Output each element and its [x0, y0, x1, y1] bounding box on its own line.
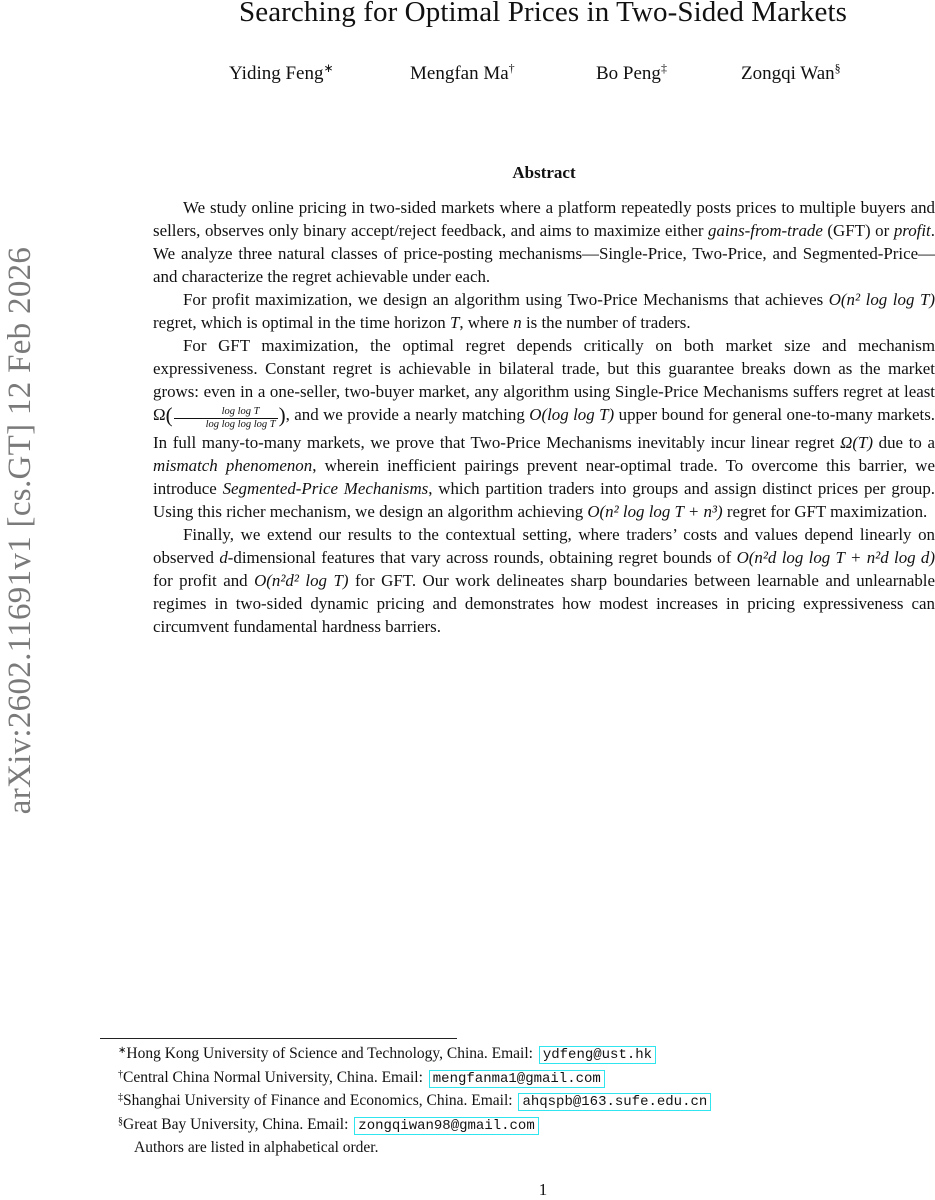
math-n: n [513, 313, 522, 332]
abstract-body [153, 196, 935, 638]
email-link-ma[interactable]: mengfanma1@gmail.com [429, 1070, 605, 1088]
author-ma [410, 60, 515, 88]
author-name: Zongqi Wan [741, 63, 835, 84]
gft-term: gains-from-trade [708, 221, 823, 240]
arxiv-stamp [0, 205, 42, 855]
email-link-peng[interactable]: ahqspb@163.sufe.edu.cn [518, 1093, 711, 1111]
segmented-term: Segmented-Price Mechanisms [222, 478, 429, 498]
math-profit-bound: O(n² log log T) [828, 290, 935, 309]
email-link-feng[interactable]: ydfeng@ust.hk [539, 1046, 656, 1064]
math-omega: Ω [153, 405, 166, 424]
fraction-denominator: log log log log T [205, 418, 276, 430]
author-mark: ∗ [323, 61, 334, 75]
author-order-note: Authors are listed in alphabetical order. [134, 1139, 379, 1156]
arxiv-identifier: arXiv:2602.11691v1 [cs.GT] 12 Feb 2026 [2, 246, 39, 814]
abstract-heading: Abstract [512, 163, 576, 182]
author-peng [596, 60, 667, 88]
footnote-peng: ‡Shanghai University of Finance and Economics, China. Email: ahqspb@163.sufe.edu.cn [118, 1090, 918, 1114]
fraction-numerator: log log T [174, 406, 278, 419]
author-feng [229, 60, 334, 88]
abstract-paragraph-4: Finally, we extend our results to the contextual setting, where traders’ costs and values depend linearly on observed d-dimensional features that vary across rounds, obtaining regret bounds of O(n²d log log T + n²d log d) for profit and O(n²d² log T) for GFT. Our work delineates sharp boundaries between learnable and unlearnable regimes in two-sided dynamic pricing and demonstrates how modest increases in pricing expressiveness can circumvent fundamental hardness barriers. [153, 524, 935, 636]
mismatch-term: mismatch phenomenon [153, 455, 313, 475]
author-name: Yiding Feng [229, 63, 324, 84]
author-mark: ‡ [660, 61, 667, 75]
abstract-paragraph-1: We study online pricing in two-sided markets where a platform repeatedly posts prices to multiple buyers and sellers, observes only binary accept/reject feedback, and aims to maximize either gains-from-trade (GFT) or profit. We analyze three natural classes of price-posting mechanisms—Single-Price, Two-Price, and Segmented-Price—and characterize the regret achievable under each. [153, 198, 935, 286]
math-linear-bound: Ω(T) [840, 432, 873, 452]
math-fraction [174, 406, 278, 431]
math-gft-bound: O(n² log log T + n³) [587, 501, 723, 521]
math-d: d [219, 547, 228, 567]
footnote-ma: †Central China Normal University, China. Email: mengfanma1@gmail.com [118, 1067, 918, 1091]
profit-term: profit [893, 221, 931, 240]
paper-title: Searching for Optimal Prices in Two-Sided Markets [239, 0, 847, 28]
footnote-wan: §Great Bay University, China. Email: zongqiwan98@gmail.com [118, 1114, 918, 1138]
author-wan [741, 60, 841, 88]
footnote-divider [100, 1038, 457, 1039]
email-link-wan[interactable]: zongqiwan98@gmail.com [354, 1117, 538, 1135]
author-name: Bo Peng [596, 63, 661, 84]
author-name: Mengfan Ma [410, 63, 509, 84]
abstract-paragraph-2: For profit maximization, we design an algorithm using Two-Price Mechanisms that achieves O(n² log log T) regret, which is optimal in the time horizon T, where n is the number of traders. [153, 290, 935, 332]
math-loglog-bound: O(log log T) [529, 405, 615, 424]
math-contextual-gft-bound: O(n²d² log T) [254, 570, 349, 590]
footnote-feng: ∗Hong Kong University of Science and Technology, China. Email: ydfeng@ust.hk [118, 1043, 918, 1067]
footnotes [118, 1043, 918, 1159]
math-T: T [449, 313, 460, 332]
page-number: 1 [538, 1180, 548, 1199]
author-mark: § [834, 61, 841, 75]
author-mark: † [508, 61, 515, 75]
math-contextual-profit-bound: O(n²d log log T + n²d log d) [736, 547, 935, 567]
abstract-paragraph-3: For GFT maximization, the optimal regret depends critically on both market size and mechanism expressiveness. Constant regret is achievable in bilateral trade, but this guarantee breaks down as the market grows: even in a one-seller, two-buyer market, any algorithm using Single-Price Mechanisms suffers regret at least Ω( $\frac{\text{log log T}}{\text{log log log log T}}$ ), and we provide a nearly matching O(log log T) upper bound for general one-to-many markets. In full many-to-many markets, we prove that Two-Price Mechanisms inevitably incur linear regret Ω(T) due to a mismatch phenomenon, wherein inefficient pairings prevent near-optimal trade. To overcome this barrier, we introduce Segmented-Price Mechanisms, which partition traders into groups and assign distinct prices per group. Using this richer mechanism, we design an algorithm achieving O(n² log log T + n³) regret for GFT maximization. [153, 336, 935, 521]
